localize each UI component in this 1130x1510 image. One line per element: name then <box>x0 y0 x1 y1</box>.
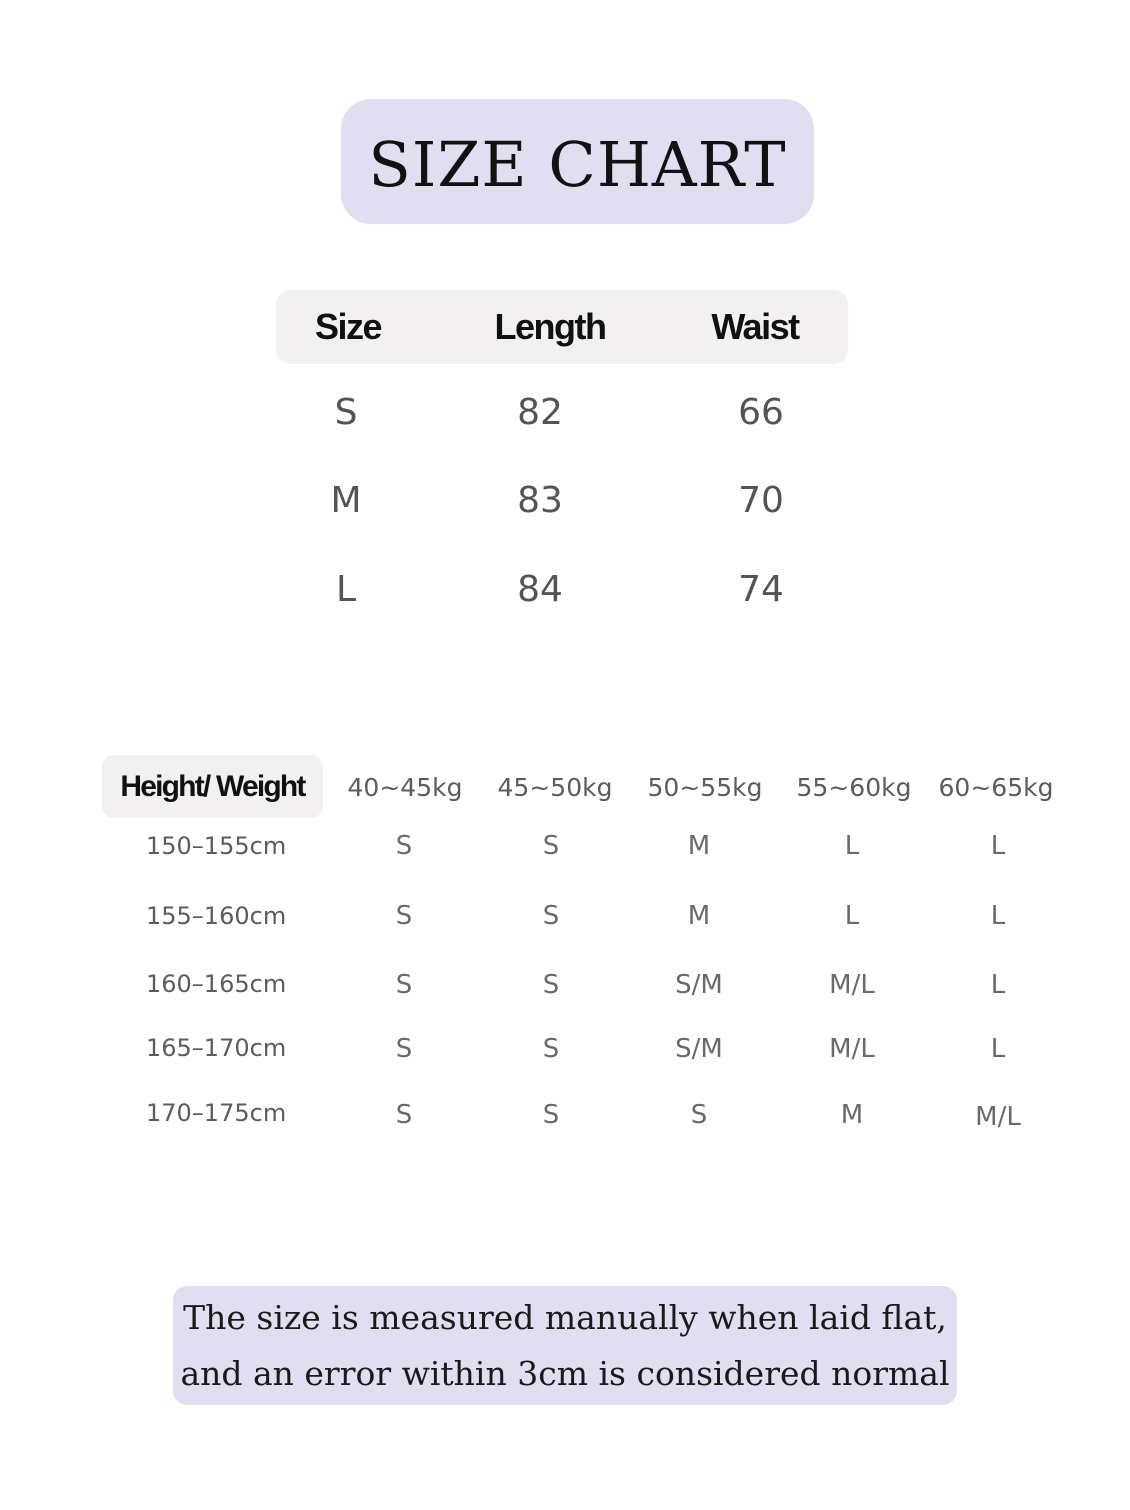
header-size: Size <box>314 306 382 347</box>
size-recommendation: S <box>395 1034 413 1064</box>
size-recommendation: L <box>844 831 860 861</box>
size-cell: S <box>334 392 358 433</box>
height-label: 150–155cm <box>146 832 287 860</box>
size-recommendation: S <box>395 970 413 1000</box>
size-recommendation: M/L <box>829 970 875 1000</box>
size-recommendation: L <box>990 1034 1006 1064</box>
waist-cell: 74 <box>738 569 784 610</box>
size-recommendation: L <box>844 901 860 931</box>
weight-header: 40~45kg <box>347 773 463 802</box>
weight-header: 50~55kg <box>647 773 763 802</box>
waist-cell: 66 <box>738 392 784 433</box>
page-title: SIZE CHART <box>368 128 787 201</box>
size-recommendation: S <box>395 1100 413 1130</box>
height-label: 160–165cm <box>146 970 287 998</box>
size-recommendation: M/L <box>975 1102 1021 1132</box>
size-recommendation: M <box>687 901 711 931</box>
size-recommendation: M <box>840 1100 864 1130</box>
title-banner <box>341 99 814 224</box>
measurement-note <box>173 1286 957 1405</box>
header-waist: Waist <box>711 306 799 347</box>
length-cell: 83 <box>517 480 563 521</box>
size-recommendation: L <box>990 970 1006 1000</box>
note-line-1: The size is measured manually when laid flat, <box>183 1298 947 1337</box>
size-recommendation: S <box>542 901 560 931</box>
height-weight-label-box <box>102 755 323 818</box>
weight-header: 45~50kg <box>497 773 613 802</box>
length-cell: 82 <box>517 392 563 433</box>
size-recommendation: S <box>395 901 413 931</box>
size-recommendation: L <box>990 901 1006 931</box>
weight-header: 60~65kg <box>938 773 1054 802</box>
size-recommendation: S <box>542 1100 560 1130</box>
size-recommendation: L <box>990 831 1006 861</box>
header-length: Length <box>494 306 606 347</box>
size-recommendation: S <box>395 831 413 861</box>
size-cell: M <box>330 480 362 521</box>
size-recommendation: S/M <box>675 1034 723 1064</box>
length-cell: 84 <box>517 569 563 610</box>
size-recommendation: M <box>687 831 711 861</box>
weight-header: 55~60kg <box>796 773 912 802</box>
size-recommendation: S/M <box>675 970 723 1000</box>
size-recommendation: M/L <box>829 1034 875 1064</box>
height-label: 165–170cm <box>146 1034 287 1062</box>
size-recommendation: S <box>542 1034 560 1064</box>
note-line-2: and an error within 3cm is considered normal <box>180 1354 950 1393</box>
height-label: 155–160cm <box>146 902 287 930</box>
size-recommendation: S <box>690 1100 708 1130</box>
size-recommendation: S <box>542 831 560 861</box>
height-label: 170–175cm <box>146 1099 287 1127</box>
size-cell: L <box>335 569 357 610</box>
waist-cell: 70 <box>738 480 784 521</box>
height-weight-label: Height/ Weight <box>120 770 305 803</box>
measurement-table-header <box>276 290 848 364</box>
size-recommendation: S <box>542 970 560 1000</box>
